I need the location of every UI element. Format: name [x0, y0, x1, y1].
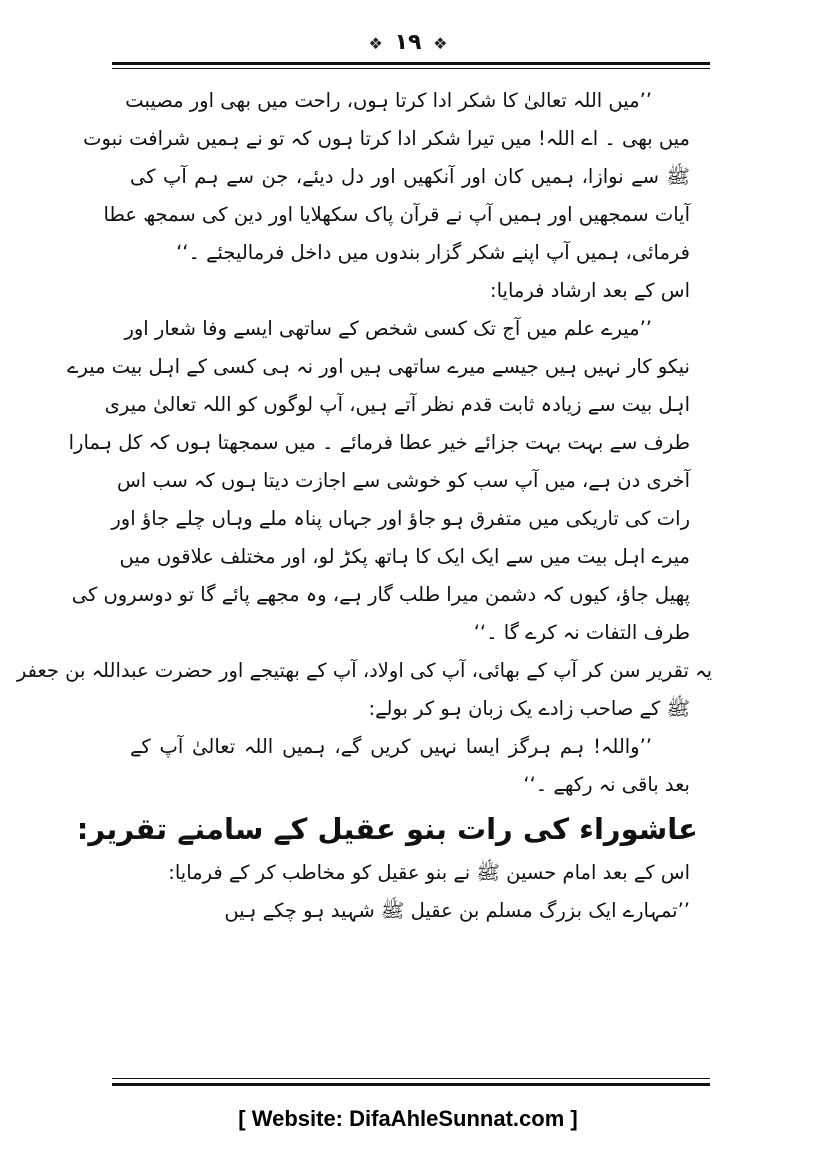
section-heading: عاشوراء کی رات بنو عقیل کے سامنے تقریر: [76, 812, 698, 846]
text-line: پھیل جاؤ، کیوں کہ دشمن میرا طلب گار ہے، وہ مجھے پائے گا تو دوسروں کی [71, 583, 690, 606]
header-rule-thick [112, 62, 710, 65]
text-line: یہ تقریر سن کر آپ کے بھائی، آپ کی اولاد، آپ کے بھتیجے اور حضرت عبداللہ بن جعفر [16, 659, 712, 682]
text-line: ’’میرے علم میں آج تک کسی شخص کے ساتھی ایسے وفا شعار اور [124, 317, 652, 340]
text-line: اہل بیت سے زیادہ ثابت قدم نظر آتے ہیں، آپ لوگوں کو اللہ تعالیٰ میری [104, 393, 690, 416]
text-line: ﷺ سے نوازا، ہمیں کان اور آنکھیں اور دل دیئے، جن سے ہم آپ کی [130, 165, 690, 188]
text-line: طرف سے بہت بہت جزائے خیر عطا فرمائے ۔ میں سمجھتا ہوں کہ کل ہمارا [68, 431, 690, 454]
text-line: آیات سمجھیں اور ہمیں آپ نے قرآن پاک سکھلایا اور دین کی سمجھ عطا [103, 203, 690, 226]
text-line: اس کے بعد امام حسین ﷺ نے بنو عقیل کو مخاطب کر کے فرمایا: [168, 861, 690, 884]
website-footer: [ Website: DifaAhleSunnat.com ] [238, 1106, 578, 1131]
text-line: فرمائی، ہمیں آپ اپنے شکر گزار بندوں میں داخل فرمالیجئے ۔‘‘ [176, 241, 690, 264]
ornament-icon: ❖ [368, 34, 383, 53]
text-line: میرے اہل بیت میں سے ایک ایک کا ہاتھ پکڑ لو، اور مختلف علاقوں میں [119, 545, 690, 568]
text-line: ’’واللہ! ہم ہرگز ایسا نہیں کریں گے، ہمیں اللہ تعالیٰ آپ کے [130, 735, 652, 758]
footer-rule-thin [112, 1078, 710, 1079]
text-line: ’’تمہارے ایک بزرگ مسلم بن عقیل ﷺ شہید ہو چکے ہیں [224, 899, 690, 922]
page-number [0, 30, 816, 55]
ornament-icon: ❖ [433, 34, 448, 53]
text-line: نیکو کار نہیں ہیں جیسے میرے ساتھی ہیں اور نہ ہی کسی کے اہل بیت میرے [67, 355, 690, 378]
text-line: بعد باقی نہ رکھے ۔‘‘ [523, 773, 690, 796]
footer-rule-thick [112, 1083, 710, 1086]
text-line: میں بھی ۔ اے اللہ! میں تیرا شکر ادا کرتا ہوں کہ تو نے ہمیں شرافت نبوت [83, 127, 690, 150]
page-number-value: ١٩ [394, 30, 422, 55]
page-body [16, 82, 712, 930]
text-line: رات کی تاریکی میں متفرق ہو جاؤ اور جہاں پناہ ملے وہاں چلے جاؤ اور [111, 507, 690, 530]
text-line: اس کے بعد ارشاد فرمایا: [490, 279, 690, 302]
text-line: آخری دن ہے، میں آپ سب کو خوشی سے اجازت دیتا ہوں کہ سب اس [116, 469, 690, 492]
text-line: طرف التفات نہ کرے گا ۔‘‘ [473, 621, 690, 644]
text-line: ’’میں اللہ تعالیٰ کا شکر ادا کرتا ہوں، راحت میں بھی اور مصیبت [125, 89, 652, 112]
header-rule-thin [112, 68, 710, 69]
text-line: ﷺ کے صاحب زادے یک زبان ہو کر بولے: [368, 697, 690, 720]
